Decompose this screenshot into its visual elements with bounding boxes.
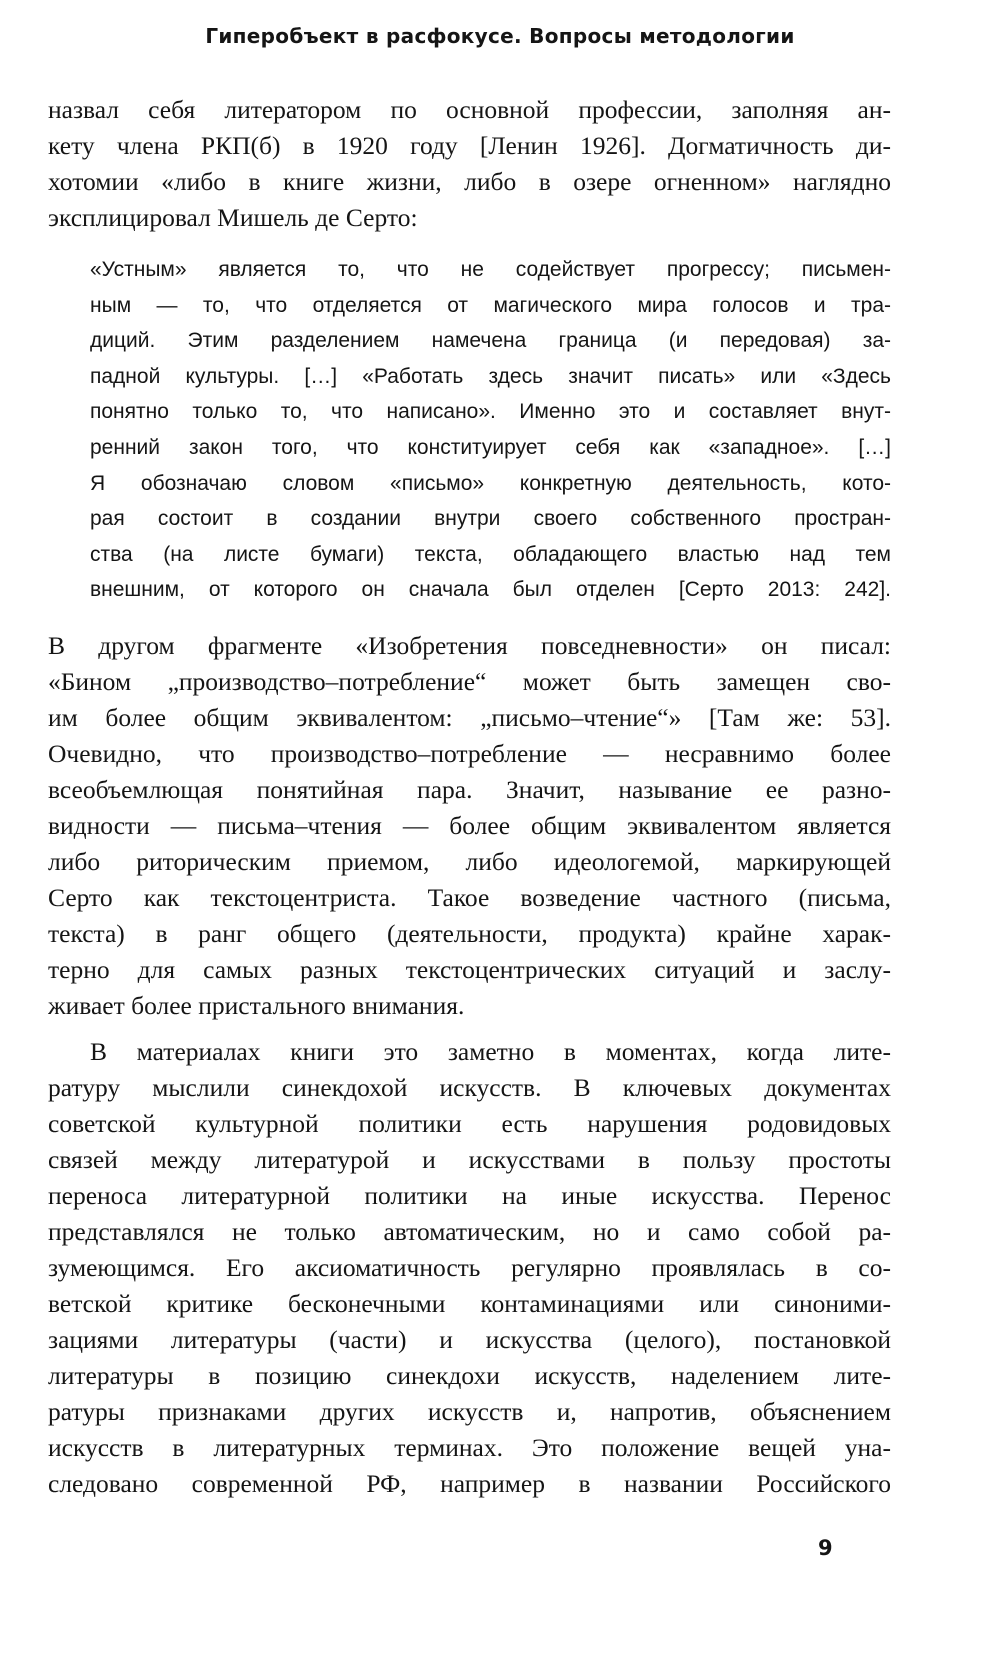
text-line: всеобъемлющая понятийная пара. Значит, называние ее разно- xyxy=(48,774,891,804)
quote-line: диций. Этим разделением намечена граница (и передовая) за- xyxy=(90,329,891,353)
text-line: В материалах книги это заметно в моментах, когда лите- xyxy=(90,1036,891,1066)
quote-line: падной культуры. […] «Работать здесь значит писать» или «Здесь xyxy=(90,364,891,388)
text-line: советской культурной политики есть нарушения родовидовых xyxy=(48,1108,891,1138)
quote-line: ным — то, что отделяется от магического мира голосов и тра- xyxy=(90,293,891,317)
text-line: зациями литературы (части) и искусства (целого), постановкой xyxy=(48,1324,891,1354)
paragraph-3 xyxy=(48,1034,891,1502)
text-line: В другом фрагменте «Изобретения повседневности» он писал: xyxy=(48,630,891,660)
text-line: представлялся не только автоматическим, но и само собой ра- xyxy=(48,1216,891,1246)
paragraph-1 xyxy=(48,92,891,236)
text-line: ратуры признаками других искусств и, напротив, объяснением xyxy=(48,1396,891,1426)
text-line: хотомии «либо в книге жизни, либо в озере огненном» наглядно xyxy=(48,167,891,196)
quote-line: ства (на листе бумаги) текста, обладающего властью над тем xyxy=(90,542,891,566)
page-number: 9 xyxy=(818,1536,833,1560)
text-line: текста) в ранг общего (деятельности, продукта) крайне харак- xyxy=(48,918,891,948)
quote-line: Я обозначаю словом «письмо» конкретную деятельность, кото- xyxy=(90,471,891,495)
text-line: Серто как текстоцентриста. Такое возведение частного (письма, xyxy=(48,882,891,912)
text-line: кету члена РКП(б) в 1920 году [Ленин 1926]. Догматичность ди- xyxy=(48,131,891,160)
text-line: искусств в литературных терминах. Это положение вещей уна- xyxy=(48,1432,891,1462)
text-line: эксплицировал Мишель де Серто: xyxy=(48,203,418,232)
text-line: либо риторическим приемом, либо идеологемой, маркирующей xyxy=(48,846,891,876)
text-line: «Бином „производство–потребление“ может быть замещен сво- xyxy=(48,666,891,696)
quote-line: внешним, от которого он сначала был отделен [Серто 2013: 242]. xyxy=(90,578,891,602)
text-line: литературы в позицию синекдохи искусств, наделением лите- xyxy=(48,1360,891,1390)
text-line: следовано современной РФ, например в названии Российского xyxy=(48,1468,891,1498)
text-line: живает более пристального внимания. xyxy=(48,990,465,1020)
quote-line: рая состоит в создании внутри своего собственного простран- xyxy=(90,507,891,531)
text-line: терно для самых разных текстоцентрических ситуаций и заслу- xyxy=(48,954,891,984)
quote-line: понятно только то, что написано». Именно это и составляет внут- xyxy=(90,400,891,424)
text-line: переноса литературной политики на иные искусства. Перенос xyxy=(48,1180,891,1210)
block-quote xyxy=(90,252,891,608)
quote-line: «Устным» является то, что не содействует прогрессу; письмен- xyxy=(90,258,891,281)
running-head: Гиперобъект в расфокусе. Вопросы методологии xyxy=(205,24,795,48)
text-column xyxy=(48,92,891,1502)
text-line: видности — письма–чтения — более общим эквивалентом является xyxy=(48,810,891,840)
text-line: им более общим эквивалентом: „письмо–чтение“» [Там же: 53]. xyxy=(48,702,891,732)
paragraph-2 xyxy=(48,628,891,1024)
text-line: ветской критике бесконечными контаминациями или синоними- xyxy=(48,1288,891,1318)
quote-line: ренний закон того, что конституирует себя как «западное». […] xyxy=(90,435,891,459)
text-line: связей между литературой и искусствами в пользу простоты xyxy=(48,1144,891,1174)
text-line: зумеющимся. Его аксиоматичность регулярно проявлялась в со- xyxy=(48,1252,891,1282)
text-line: ратуру мыслили синекдохой искусств. В ключевых документах xyxy=(48,1072,891,1102)
text-line: Очевидно, что производство–потребление — несравнимо более xyxy=(48,738,891,768)
text-line: назвал себя литератором по основной профессии, заполняя ан- xyxy=(48,95,891,124)
